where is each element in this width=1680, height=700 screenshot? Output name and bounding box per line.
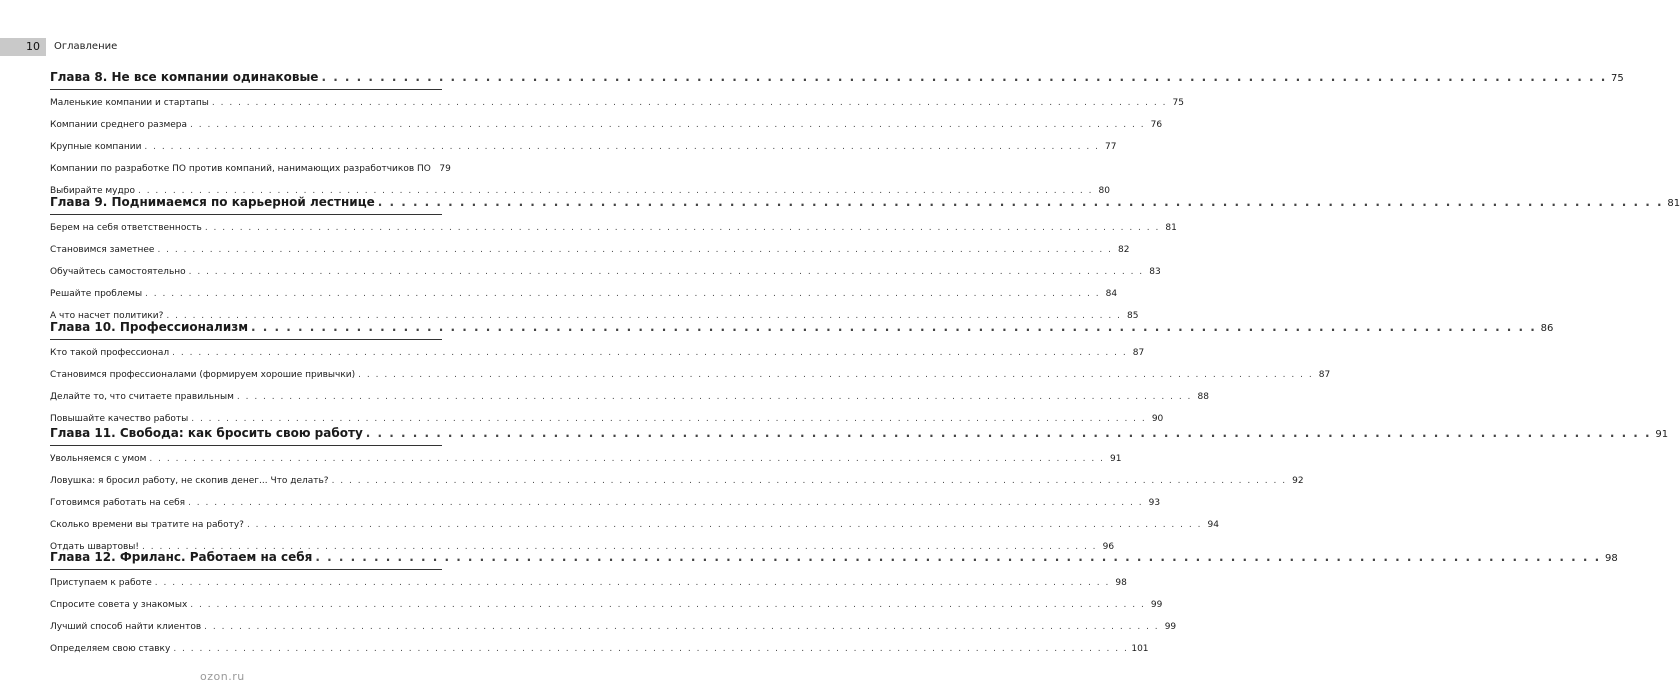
section-entry	[50, 520, 1219, 530]
section-page: 96	[1102, 542, 1115, 552]
section-title: Сколько времени вы тратите на работу?	[50, 520, 244, 530]
chapter-rule	[50, 339, 442, 340]
dot-leader	[191, 414, 1146, 424]
section-entry	[50, 245, 1130, 255]
section-entry	[50, 498, 1161, 508]
section-entry	[50, 578, 1127, 588]
section-title: Компании среднего размера	[50, 120, 188, 130]
dot-leader	[190, 600, 1145, 610]
section-page: 77	[1105, 142, 1117, 152]
chapter-page: 86	[1540, 323, 1554, 334]
section-page: 92	[1292, 476, 1304, 486]
chapter-entry	[50, 320, 1554, 334]
section-entry	[50, 600, 1163, 610]
dot-leader	[149, 454, 1104, 464]
dot-leader	[366, 426, 1651, 440]
dot-leader	[212, 98, 1167, 108]
dot-leader	[237, 392, 1192, 402]
chapter-entry	[50, 426, 1669, 440]
section-page: 93	[1148, 498, 1161, 508]
chapter-rule	[50, 445, 442, 446]
section-entry	[50, 370, 1331, 380]
page-header	[0, 38, 495, 56]
section-title: Решайте проблемы	[50, 289, 143, 299]
section-title: Отдать швартовы!	[50, 542, 140, 552]
dot-leader	[144, 142, 1099, 152]
section-title: Готовимся работать на себя	[50, 498, 186, 508]
section-title: Ловушка: я бросил работу, не скопив денег... Что делать?	[50, 476, 329, 486]
section-title: Увольняемся с умом	[50, 454, 147, 464]
section-title: Выбирайте мудро	[50, 186, 135, 196]
chapter-entry	[50, 70, 1624, 84]
dot-leader	[173, 644, 1128, 654]
section-entry	[50, 98, 1184, 108]
dot-leader	[247, 520, 1202, 530]
running-title: Оглавление	[54, 41, 118, 52]
section-page: 75	[1172, 98, 1184, 108]
chapter-title: Глава 9. Поднимаемся по карьерной лестнице	[50, 195, 375, 209]
section-title: Обучайтесь самостоятельно	[50, 267, 186, 277]
dot-leader	[321, 70, 1606, 84]
section-page: 85	[1126, 311, 1139, 321]
section-entry	[50, 223, 1177, 233]
dot-leader	[190, 120, 1145, 130]
section-entry	[50, 120, 1163, 130]
dot-leader	[188, 498, 1143, 508]
dot-leader	[251, 320, 1536, 334]
section-entry	[50, 142, 1117, 152]
section-title: Компании по разработке ПО против компаний, нанимающих разработчиков ПО	[50, 164, 431, 174]
section-entry	[50, 348, 1145, 358]
section-page: 91	[1110, 454, 1122, 464]
dot-leader	[172, 348, 1127, 358]
dot-leader	[315, 550, 1600, 564]
chapter-title: Глава 11. Свобода: как бросить свою работу	[50, 426, 363, 440]
section-title: Крупные компании	[50, 142, 142, 152]
section-page: 87	[1318, 370, 1331, 380]
section-page: 87	[1132, 348, 1145, 358]
section-entry	[50, 164, 451, 174]
chapter-title: Глава 12. Фриланс. Работаем на себя	[50, 550, 313, 564]
section-title: Становимся профессионалами (формируем хорошие привычки)	[50, 370, 356, 380]
section-title: А что насчет политики?	[50, 311, 164, 321]
chapter-rule	[50, 89, 442, 90]
chapter-rule	[50, 214, 442, 215]
section-title: Берем на себя ответственность	[50, 223, 202, 233]
section-entry	[50, 476, 1304, 486]
section-entry	[50, 392, 1209, 402]
section-page: 101	[1131, 644, 1149, 654]
section-entry	[50, 622, 1177, 632]
section-page: 82	[1118, 245, 1130, 255]
chapter-page: 91	[1655, 429, 1669, 440]
section-title: Маленькие компании и стартапы	[50, 98, 209, 108]
section-page: 99	[1150, 600, 1163, 610]
chapter-page: 75	[1611, 73, 1624, 84]
dot-leader	[189, 267, 1144, 277]
section-page: 81	[1165, 223, 1177, 233]
section-page: 84	[1105, 289, 1118, 299]
section-title: Определяем свою ставку	[50, 644, 171, 654]
section-title: Повышайте качество работы	[50, 414, 189, 424]
section-entry	[50, 289, 1118, 299]
dot-leader	[358, 370, 1313, 380]
section-entry	[50, 454, 1122, 464]
section-title: Лучший способ найти клиентов	[50, 622, 202, 632]
dot-leader	[378, 195, 1663, 209]
chapter-entry	[50, 195, 1680, 209]
chapter-rule	[50, 569, 442, 570]
section-title: Приступаем к работе	[50, 578, 152, 588]
chapter-page: 98	[1604, 553, 1618, 564]
section-page: 80	[1098, 186, 1110, 196]
section-page: 88	[1197, 392, 1209, 402]
section-title: Кто такой профессионал	[50, 348, 170, 358]
section-title: Делайте то, что считаете правильным	[50, 392, 234, 402]
chapter-entry	[50, 550, 1618, 564]
dot-leader	[205, 223, 1160, 233]
section-page: 98	[1115, 578, 1127, 588]
watermark: ozon.ru	[200, 670, 245, 683]
section-title: Становимся заметнее	[50, 245, 155, 255]
section-entry	[50, 267, 1161, 277]
chapter-title: Глава 10. Профессионализм	[50, 320, 249, 334]
section-page: 83	[1149, 267, 1161, 277]
dot-leader	[332, 476, 1287, 486]
chapter-title: Глава 8. Не все компании одинаковые	[50, 70, 319, 84]
section-page: 76	[1150, 120, 1163, 130]
dot-leader	[204, 622, 1159, 632]
chapter-page: 81	[1667, 198, 1680, 209]
section-page: 94	[1207, 520, 1219, 530]
page-number: 10	[0, 38, 46, 56]
section-page: 99	[1164, 622, 1177, 632]
section-entry	[50, 414, 1164, 424]
section-entry	[50, 644, 1149, 654]
section-title: Спросите совета у знакомых	[50, 600, 188, 610]
dot-leader	[157, 245, 1112, 255]
section-page: 90	[1151, 414, 1164, 424]
dot-leader	[155, 578, 1110, 588]
section-page: 79	[439, 164, 451, 174]
dot-leader	[145, 289, 1100, 299]
